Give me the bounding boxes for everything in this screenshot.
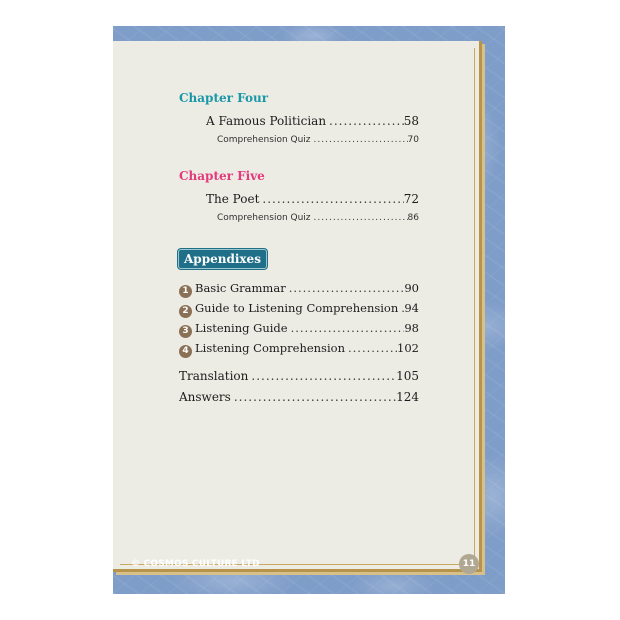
entry-label: Comprehension Quiz	[217, 135, 311, 145]
toc-entry[interactable]	[206, 190, 419, 208]
entry-page: 90	[404, 281, 419, 295]
entry-page: 58	[403, 114, 419, 128]
number-badge-icon: 3	[179, 325, 192, 338]
toc-entry[interactable]	[206, 112, 419, 130]
entry-label: Comprehension Quiz	[217, 213, 311, 223]
entry-page: 70	[407, 135, 419, 145]
leader-dots	[286, 278, 405, 298]
leader-dots	[259, 190, 403, 208]
leader-dots	[311, 133, 408, 147]
entry-page: 72	[403, 192, 419, 206]
chapter-five-section	[179, 168, 419, 248]
translation-entry[interactable]	[179, 366, 419, 387]
number-badge-icon: 1	[179, 285, 192, 298]
entry-label: Basic Grammar	[195, 281, 286, 295]
entry-label: Translation	[179, 369, 249, 383]
appendix-item-1[interactable]	[179, 278, 419, 298]
entry-label: Guide to Listening Comprehension	[195, 301, 399, 315]
entry-label: The Poet	[206, 192, 260, 206]
answers-entry[interactable]	[179, 387, 419, 408]
leader-dots	[288, 318, 405, 338]
toc-subentry[interactable]	[217, 133, 419, 147]
chapter-five-title: Chapter Five	[179, 169, 265, 183]
leader-dots	[311, 211, 408, 225]
entry-label: Listening Guide	[195, 321, 288, 335]
book-page	[113, 26, 505, 594]
appendix-item-2[interactable]	[179, 298, 419, 318]
appendix-item-3[interactable]	[179, 318, 419, 338]
page-number-badge: 11	[459, 554, 479, 574]
entry-page: 124	[396, 390, 419, 404]
entry-page: 86	[407, 213, 419, 223]
appendix-item-4[interactable]	[179, 338, 419, 358]
number-badge-icon: 4	[179, 345, 192, 358]
number-badge-icon: 2	[179, 305, 192, 318]
leader-dots	[326, 112, 404, 130]
leader-dots	[231, 387, 396, 408]
entry-label: Listening Comprehension	[195, 341, 345, 355]
chapter-four-section	[179, 90, 419, 168]
copyright-text: © COSMOS CULTURE LTD	[131, 559, 260, 569]
entry-page: 98	[404, 321, 419, 335]
entry-page: 105	[396, 369, 419, 383]
entry-label: A Famous Politician	[206, 114, 327, 128]
toc-subentry[interactable]	[217, 211, 419, 225]
entry-page: 94	[404, 301, 419, 315]
appendixes-section	[179, 248, 419, 358]
appendixes-badge: Appendixes	[179, 250, 266, 268]
table-of-contents	[179, 90, 419, 408]
chapter-four-title: Chapter Four	[179, 91, 269, 105]
leader-dots	[345, 338, 397, 358]
entry-page: 102	[397, 341, 419, 355]
entry-label: Answers	[179, 390, 231, 404]
leader-dots	[248, 366, 396, 387]
